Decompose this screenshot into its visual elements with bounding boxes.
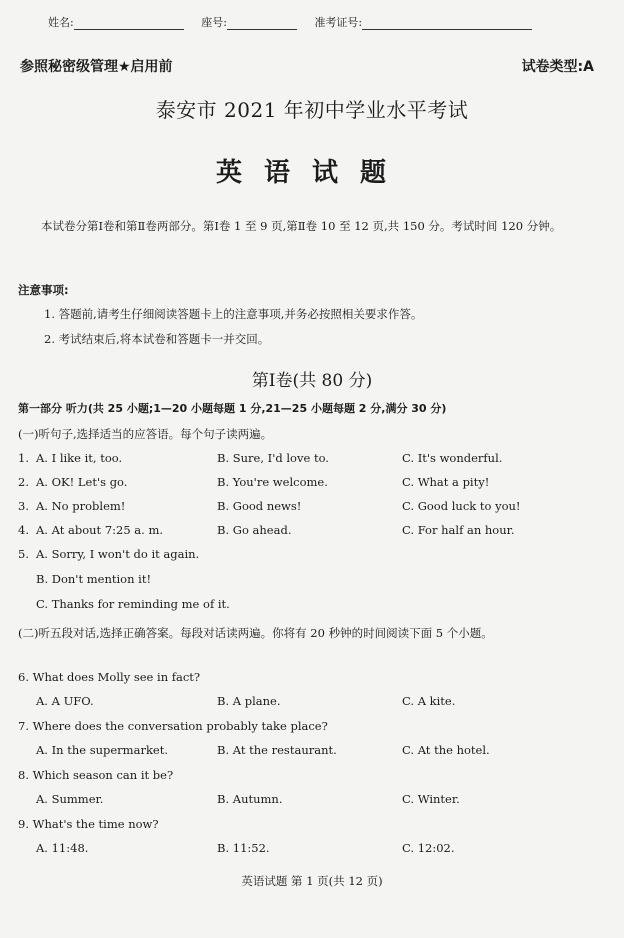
subject-title: 英语试题 bbox=[215, 158, 408, 188]
option-a[interactable]: A. OK! Let's go. bbox=[36, 475, 128, 489]
volume-title: 第Ⅰ卷(共 80 分) bbox=[251, 371, 373, 391]
option-a[interactable]: A. A UFO. bbox=[36, 694, 94, 708]
option-b[interactable]: B. Go ahead. bbox=[217, 523, 292, 537]
option-b[interactable]: B. Sure, I'd love to. bbox=[217, 451, 329, 465]
option-c[interactable]: C. At the hotel. bbox=[402, 743, 490, 757]
option-c[interactable]: C. It's wonderful. bbox=[402, 451, 503, 465]
option-c[interactable]: C. A kite. bbox=[402, 694, 456, 708]
seat-label: 座号: bbox=[201, 16, 227, 29]
option-c[interactable]: C. What a pity! bbox=[402, 475, 490, 489]
note-item: 2. 考试结束后,将本试卷和答题卡一并交回。 bbox=[44, 332, 270, 346]
question-number: 2. bbox=[18, 475, 29, 489]
page-footer: 英语试题 第 1 页(共 12 页) bbox=[241, 874, 383, 888]
section-instruction: (一)听句子,选择适当的应答语。每个句子读两遍。 bbox=[18, 427, 273, 441]
section-instruction: (二)听五段对话,选择正确答案。每段对话读两遍。你将有 20 秒钟的时间阅读下面 5 个小题。 bbox=[18, 626, 493, 640]
name-blank[interactable] bbox=[74, 17, 184, 30]
candidate-info-row bbox=[48, 14, 532, 30]
option-a[interactable]: A. No problem! bbox=[36, 499, 126, 513]
seat-blank[interactable] bbox=[227, 17, 297, 30]
option-a[interactable]: A. In the supermarket. bbox=[36, 743, 168, 757]
intro-text: 本试卷分第Ⅰ卷和第Ⅱ卷两部分。第Ⅰ卷 1 至 9 页,第Ⅱ卷 10 至 12 页,共 150 分。考试时间 120 分钟。 bbox=[41, 219, 562, 233]
question-number: 1. bbox=[18, 451, 29, 465]
option-b[interactable]: B. Autumn. bbox=[217, 792, 283, 806]
option-a[interactable]: A. 11:48. bbox=[36, 841, 89, 855]
question-stem: 9. What's the time now? bbox=[18, 817, 159, 831]
part-heading: 第一部分 听力(共 25 小题;1—20 小题每题 1 分,21—25 小题每题 2 分,满分 30 分) bbox=[18, 402, 447, 415]
question-stem: 8. Which season can it be? bbox=[18, 768, 174, 782]
question-number: 5. bbox=[18, 547, 29, 561]
question-number: 3. bbox=[18, 499, 29, 513]
option-b[interactable]: B. At the restaurant. bbox=[217, 743, 337, 757]
option-b[interactable]: B. Good news! bbox=[217, 499, 302, 513]
exam-title: 泰安市 2021 年初中学业水平考试 bbox=[155, 98, 469, 122]
option-c[interactable]: C. Good luck to you! bbox=[402, 499, 521, 513]
option-b[interactable]: B. A plane. bbox=[217, 694, 281, 708]
question-stem: 6. What does Molly see in fact? bbox=[18, 670, 201, 684]
question-stem: 7. Where does the conversation probably take place? bbox=[18, 719, 328, 733]
option-c[interactable]: C. For half an hour. bbox=[402, 523, 515, 537]
option-c[interactable]: C. 12:02. bbox=[402, 841, 455, 855]
option-a[interactable]: A. Summer. bbox=[36, 792, 104, 806]
paper-type: 试卷类型:A bbox=[521, 59, 594, 75]
option-a[interactable]: A. Sorry, I won't do it again. bbox=[36, 547, 200, 561]
question-number: 4. bbox=[18, 523, 29, 537]
option-b[interactable]: B. You're welcome. bbox=[217, 475, 328, 489]
notes-heading: 注意事项: bbox=[18, 283, 69, 297]
note-item: 1. 答题前,请考生仔细阅读答题卡上的注意事项,并务必按照相关要求作答。 bbox=[44, 307, 423, 321]
option-a[interactable]: A. I like it, too. bbox=[36, 451, 123, 465]
ticket-blank[interactable] bbox=[362, 17, 532, 30]
ticket-label: 准考证号: bbox=[314, 16, 363, 29]
option-a[interactable]: A. At about 7:25 a. m. bbox=[36, 523, 164, 537]
option-b[interactable]: B. 11:52. bbox=[217, 841, 270, 855]
secret-mark: 参照秘密级管理★启用前 bbox=[20, 59, 173, 75]
option-b[interactable]: B. Don't mention it! bbox=[36, 572, 152, 586]
option-c[interactable]: C. Thanks for reminding me of it. bbox=[36, 597, 230, 611]
name-label: 姓名: bbox=[48, 16, 74, 29]
option-c[interactable]: C. Winter. bbox=[402, 792, 460, 806]
